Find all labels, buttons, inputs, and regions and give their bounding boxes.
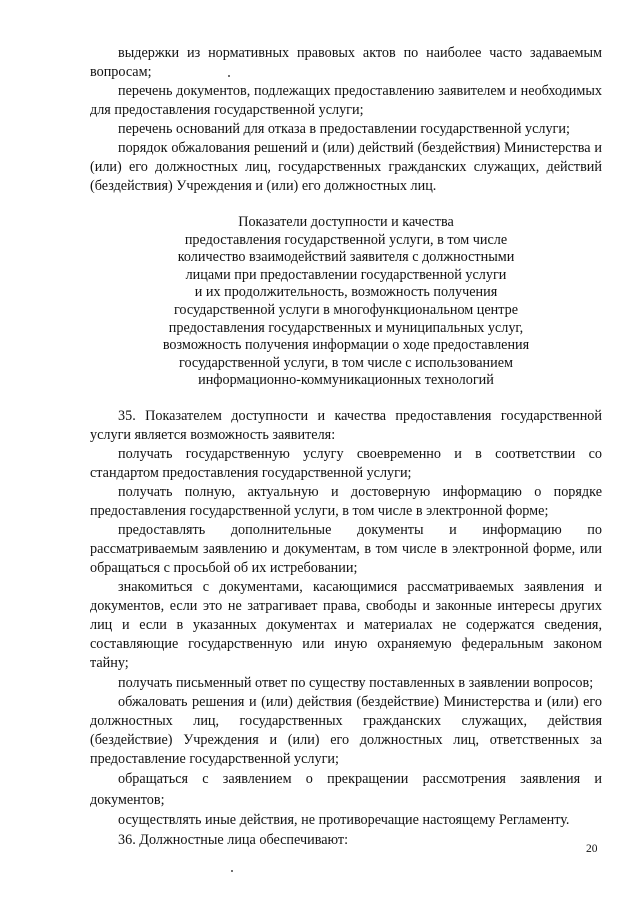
page-number: 20 (586, 843, 598, 855)
paragraph-review-documents: знакомиться с документами, касающимися рассматриваемых заявления и документов, если это не затрагивает права, свободы и законные интересы других лиц и если в указанных документах и материалах не содержатся сведения, составляющие государственную или иную охраняемую федеральным законом тайну; (90, 578, 602, 671)
scan-speck (231, 870, 233, 872)
paragraph-written-reply: получать письменный ответ по существу поставленных в заявлении вопросов; (118, 674, 594, 691)
heading-line: и их продолжительность, возможность получения (194, 284, 498, 301)
paragraph-timely-service: получать государственную услугу своевременно и в соответствии со стандартом предоставления государственной услуги; (90, 445, 602, 481)
heading-line: количество взаимодействий заявителя с должностными (177, 249, 515, 266)
heading-line: Показатели доступности и качества (238, 214, 454, 230)
paragraph-additional-documents: предоставлять дополнительные документы и информацию по рассматриваемым заявлению и документам, в том числе в электронной форме, или обращаться с просьбой об их истребовании; (90, 521, 602, 576)
page-content (90, 44, 602, 850)
paragraph-documents-list: перечень документов, подлежащих предоставлению заявителем и необходимых для предоставления государственной услуги; (90, 83, 602, 118)
heading-line: лицами при предоставлении государственной услуги (185, 266, 507, 283)
heading-line: предоставления государственных и муниципальных услуг, (168, 319, 524, 336)
heading-line: государственной услуги в многофункциональном центре (173, 301, 519, 318)
paragraph-extracts: выдержки из нормативных правовых актов по наиболее часто задаваемым вопросам; (90, 45, 602, 80)
paragraph-full-information: получать полную, актуальную и достоверную информацию о порядке предоставления государственной услуги, в том числе в электронной форме; (90, 483, 602, 519)
paragraph-refusal-grounds: перечень оснований для отказа в предоставлении государственной услуги; (118, 121, 570, 137)
scan-speck (228, 75, 230, 77)
paragraph-appeal-procedure: порядок обжалования решений и (или) действий (бездействия) Министерства и (или) его должностных лиц, государственных гражданских служащих, действий (бездействия) Учреждения и (или) его должностных лиц. (90, 140, 602, 194)
heading-line: государственной услуги, в том числе с использованием (179, 354, 513, 371)
paragraph-terminate-review: обращаться с заявлением о прекращении рассмотрения заявления и документов; (90, 771, 602, 808)
paragraph-appeal-actions: обжаловать решения и (или) действия (бездействие) Министерства и (или) его должностных лиц, государственных гражданских служащих, действия (бездействие) Учреждения и (или) его должностных лиц, ответственных за предоставление государственной услуги; (90, 694, 602, 768)
paragraph-other-actions: осуществлять иные действия, не противоречащие настоящему Регламенту. (118, 812, 570, 829)
section-heading (90, 214, 602, 390)
paragraph-36: 36. Должностные лица обеспечивают: (118, 831, 349, 848)
paragraph-35: 35. Показателем доступности и качества предоставления государственной услуги является возможность заявителя: (90, 407, 602, 443)
heading-line: возможность получения информации о ходе предоставления (162, 337, 530, 354)
heading-line: предоставления государственной услуги, в том числе (184, 231, 508, 248)
heading-line: информационно-коммуникационных технологий (198, 372, 494, 389)
